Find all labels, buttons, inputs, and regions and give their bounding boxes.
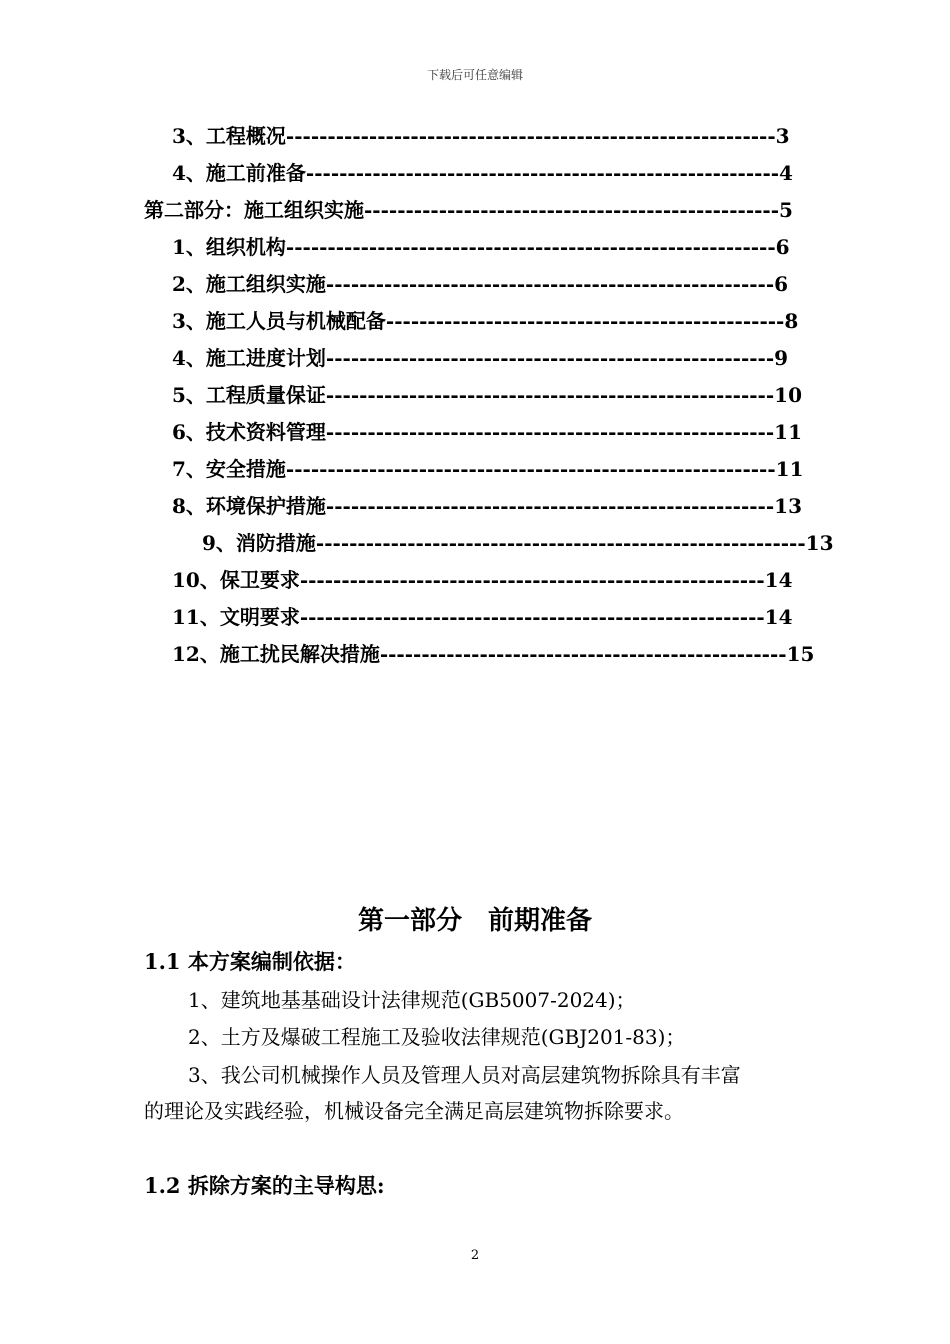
toc-entry[interactable]: 第二部分：施工组织实施--------------------------------------------------5 bbox=[144, 198, 793, 222]
paragraph: 的理论及实践经验，机械设备完全满足高层建筑物拆除要求。 bbox=[144, 1099, 684, 1123]
paragraph: 2、土方及爆破工程施工及验收法律规范(GBJ201-83)； bbox=[188, 1025, 686, 1049]
toc-entry[interactable]: 11、文明要求--------------------------------------------------------14 bbox=[172, 605, 793, 629]
subsection-title: 1.2 拆除方案的主导构思: bbox=[144, 1173, 385, 1198]
paragraph: 1、建筑地基基础设计法律规范(GB5007-2024)； bbox=[188, 988, 636, 1012]
section-title: 第一部分 前期准备 bbox=[357, 906, 592, 936]
toc-entry[interactable]: 8、环境保护措施------------------------------------------------------13 bbox=[172, 494, 802, 518]
toc-entry[interactable]: 2、施工组织实施------------------------------------------------------6 bbox=[172, 272, 789, 296]
page-number: 2 bbox=[470, 1248, 480, 1263]
toc-entry[interactable]: 10、保卫要求--------------------------------------------------------14 bbox=[172, 568, 793, 592]
paragraph: 3、我公司机械操作人员及管理人员对高层建筑物拆除具有丰富 bbox=[188, 1063, 741, 1087]
page-header: 下载后可任意编辑 bbox=[426, 68, 523, 82]
toc-entry[interactable]: 9、消防措施-----------------------------------------------------------13 bbox=[202, 531, 834, 555]
toc-entry[interactable]: 6、技术资料管理------------------------------------------------------11 bbox=[172, 420, 802, 444]
toc-entry[interactable]: 4、施工前准备---------------------------------------------------------4 bbox=[172, 161, 793, 185]
toc-entry[interactable]: 7、安全措施-----------------------------------------------------------11 bbox=[172, 457, 804, 481]
toc-entry[interactable]: 4、施工进度计划------------------------------------------------------9 bbox=[172, 346, 789, 370]
toc-entry[interactable]: 12、施工扰民解决措施-------------------------------------------------15 bbox=[172, 642, 815, 666]
toc-entry[interactable]: 3、工程概况-----------------------------------------------------------3 bbox=[172, 124, 790, 148]
toc-entry[interactable]: 5、工程质量保证------------------------------------------------------10 bbox=[172, 383, 802, 407]
subsection-title: 1.1 本方案编制依据： bbox=[144, 949, 356, 974]
toc-entry[interactable]: 3、施工人员与机械配备------------------------------------------------8 bbox=[172, 309, 799, 333]
toc-entry[interactable]: 1、组织机构-----------------------------------------------------------6 bbox=[172, 235, 790, 259]
